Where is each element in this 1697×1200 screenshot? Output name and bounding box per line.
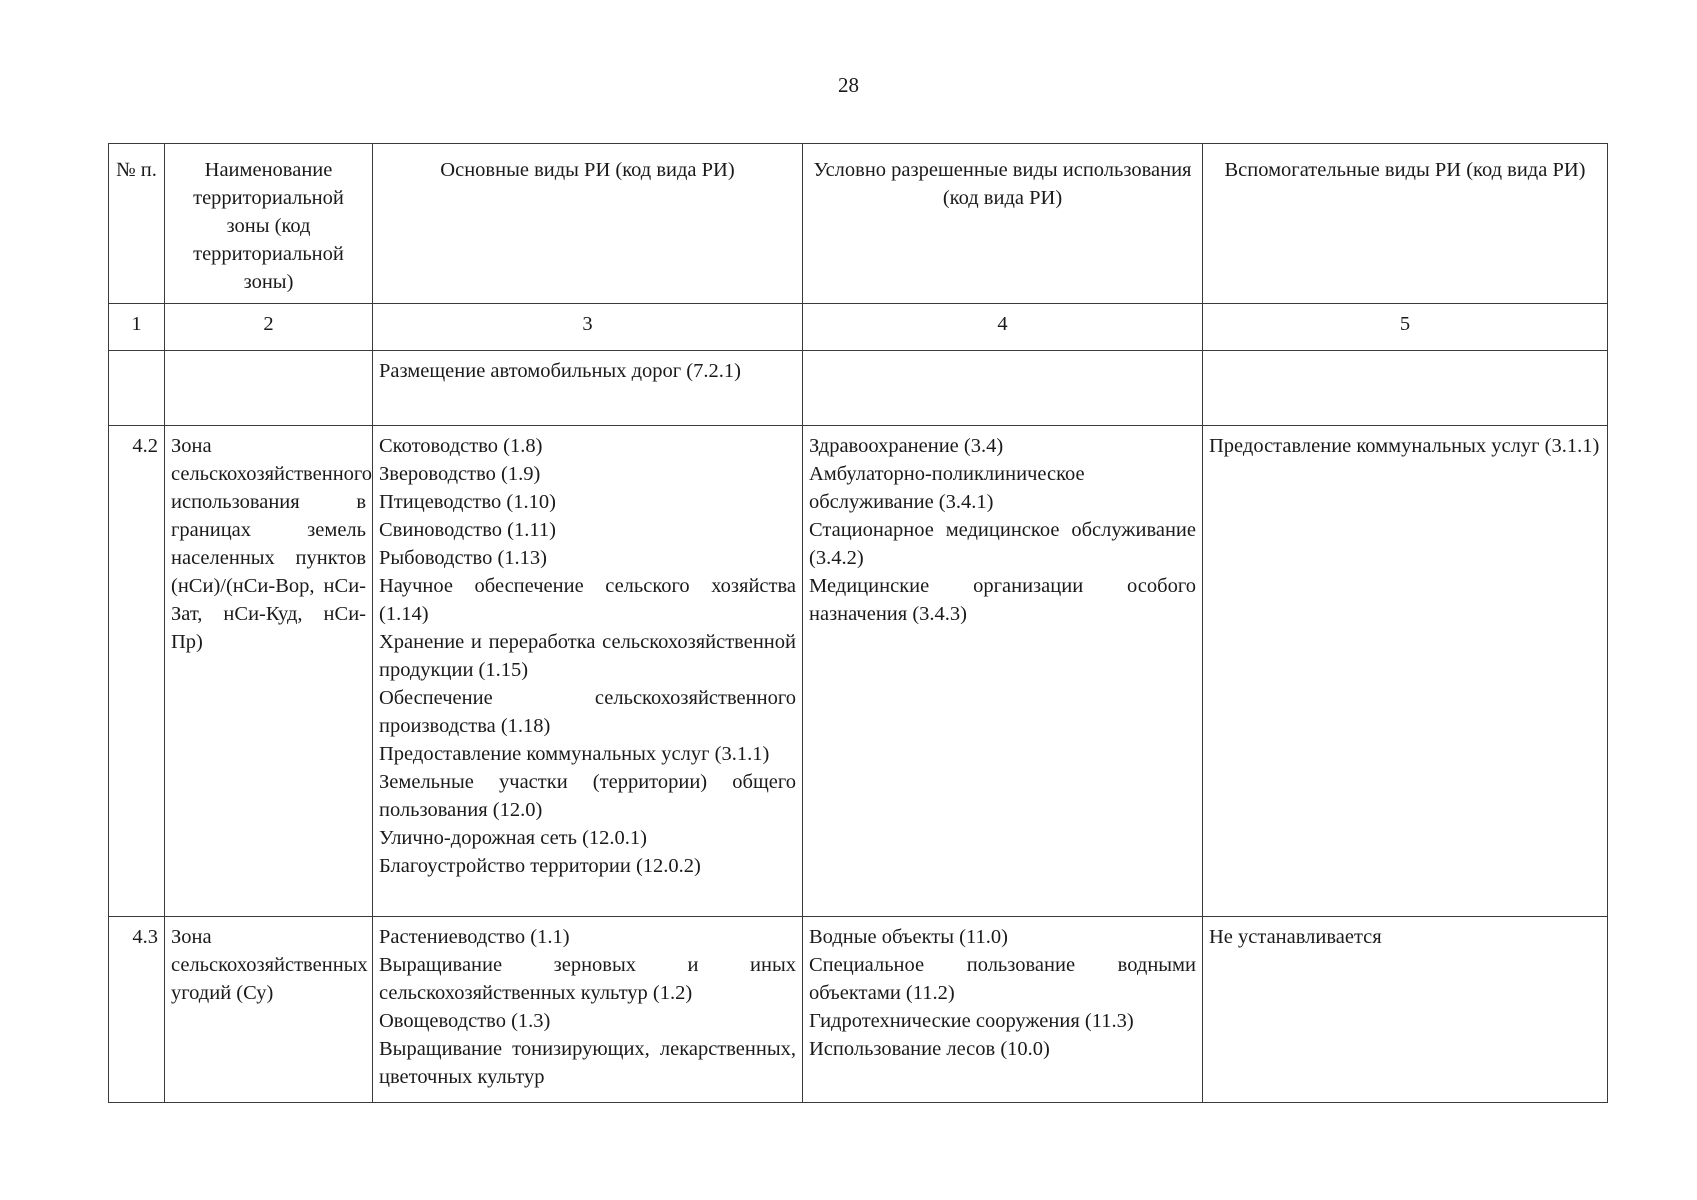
conditional-use-item: Здравоохранение (3.4) (809, 435, 1004, 457)
main-use-item: Скотоводство (1.8) (379, 435, 543, 457)
header-number: № п. (109, 144, 165, 304)
column-number-row (109, 304, 1608, 351)
row-number: 4.3 (109, 917, 165, 1103)
main-use-item: Земельные участки (территории) общего пользования (12.0) (379, 771, 796, 821)
auxiliary-uses-cell (1203, 351, 1608, 426)
table-row (109, 917, 1608, 1103)
auxiliary-use-item: Предоставление коммунальных услуг (3.1.1) (1209, 435, 1600, 457)
auxiliary-uses-cell: Не устанавливается (1203, 917, 1608, 1103)
main-uses-cell (373, 917, 803, 1103)
conditional-uses-cell (803, 351, 1203, 426)
main-use-item: Размещение автомобильных дорог (7.2.1) (379, 360, 741, 382)
conditional-use-item: Амбулаторно-поликлиническое обслуживание (3.4.1) (809, 463, 1085, 513)
page-number: 28 (838, 73, 859, 97)
main-use-item: Птицеводство (1.10) (379, 491, 556, 513)
header-conditional-uses: Условно разрешенные виды использования (код вида РИ) (803, 144, 1203, 304)
conditional-uses-cell (803, 426, 1203, 917)
header-row (109, 144, 1608, 304)
main-use-item: Свиноводство (1.11) (379, 519, 556, 541)
conditional-use-item: Специальное пользование водными объектами (11.2) (809, 954, 1196, 1004)
conditional-use-item: Стационарное медицинское обслуживание (3.4.2) (809, 519, 1196, 569)
conditional-use-item: Использование лесов (10.0) (809, 1038, 1050, 1060)
main-use-item: Овощеводство (1.3) (379, 1010, 551, 1032)
header-auxiliary-uses: Вспомогательные виды РИ (код вида РИ) (1203, 144, 1608, 304)
column-number: 2 (165, 304, 373, 351)
main-use-item: Обеспечение сельскохозяйственного производства (1.18) (379, 687, 796, 737)
main-use-item: Звероводство (1.9) (379, 463, 541, 485)
row-number (109, 351, 165, 426)
row-number: 4.2 (109, 426, 165, 917)
main-use-item: Предоставление коммунальных услуг (3.1.1) (379, 743, 770, 765)
column-number: 1 (109, 304, 165, 351)
zone-name: Зона сельскохозяйственного использования в границах земель населенных пунктов (нСи)/(нСи-Вор, нСи-Зат, нСи-Куд, нСи-Пр) (165, 426, 373, 917)
main-use-item: Научное обеспечение сельского хозяйства (1.14) (379, 575, 796, 625)
column-number: 4 (803, 304, 1203, 351)
auxiliary-uses-cell (1203, 426, 1608, 917)
conditional-use-item: Гидротехнические сооружения (11.3) (809, 1010, 1134, 1032)
column-number: 3 (373, 304, 803, 351)
zoning-table (108, 143, 1608, 1103)
conditional-use-item: Медицинские организации особого назначения (3.4.3) (809, 575, 1196, 625)
main-use-item: Рыбоводство (1.13) (379, 547, 547, 569)
main-uses-cell (373, 351, 803, 426)
main-use-item: Улично-дорожная сеть (12.0.1) (379, 827, 648, 849)
main-use-item: Выращивание тонизирующих, лекарственных, цветочных культур (379, 1038, 796, 1088)
table-row (109, 351, 1608, 426)
conditional-uses-cell (803, 917, 1203, 1103)
column-number: 5 (1203, 304, 1608, 351)
main-use-item: Выращивание зерновых и иных сельскохозяйственных культур (1.2) (379, 954, 796, 1004)
main-use-item: Благоустройство территории (12.0.2) (379, 855, 701, 877)
header-zone-name: Наименование территориальной зоны (код территориальной зоны) (165, 144, 373, 304)
conditional-use-item: Водные объекты (11.0) (809, 926, 1008, 948)
main-uses-cell (373, 426, 803, 917)
table-row (109, 426, 1608, 917)
zone-name: Зона сельскохозяйственных угодий (Су) (165, 917, 373, 1103)
main-use-item: Растениеводство (1.1) (379, 926, 570, 948)
header-main-uses: Основные виды РИ (код вида РИ) (373, 144, 803, 304)
main-use-item: Хранение и переработка сельскохозяйственной продукции (1.15) (379, 631, 796, 681)
zone-name (165, 351, 373, 426)
